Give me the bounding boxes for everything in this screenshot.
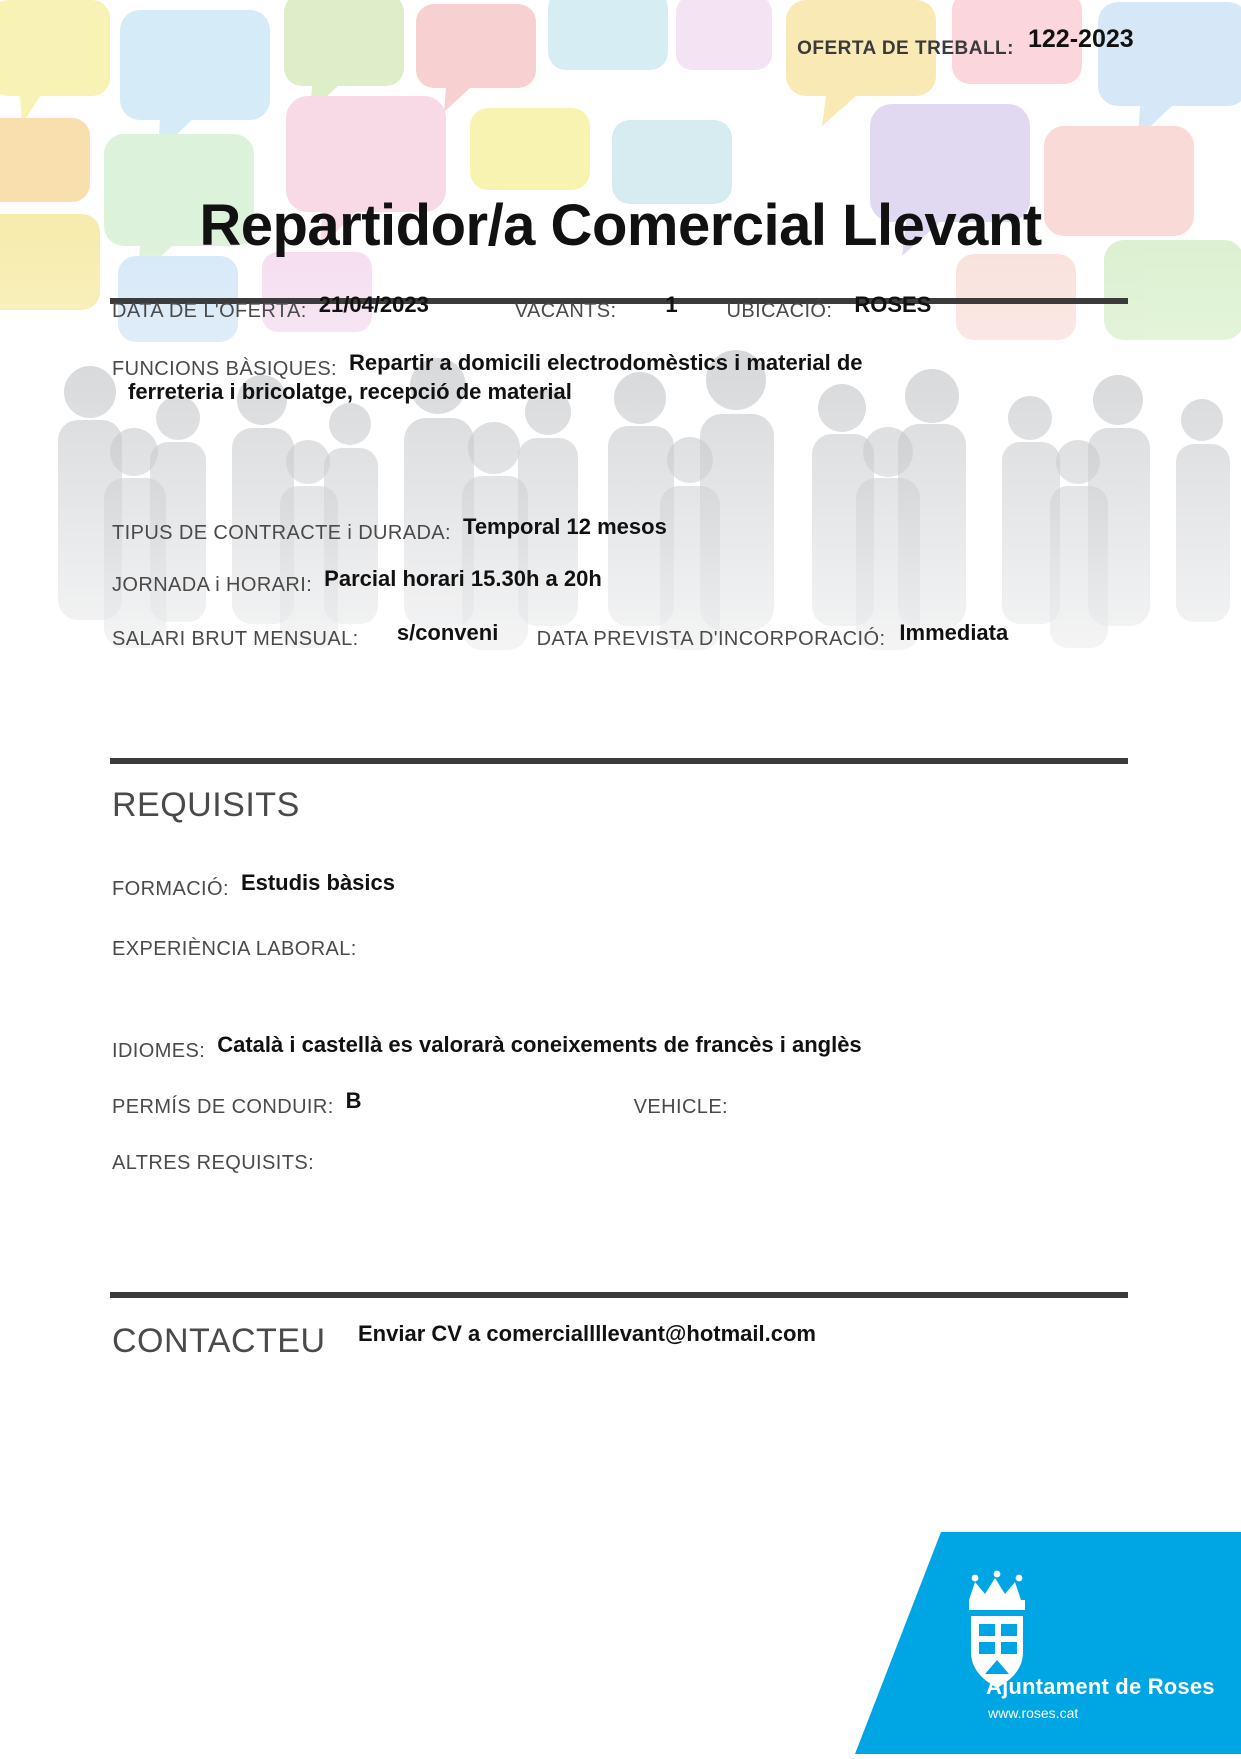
start-date-label: DATA PREVISTA D'INCORPORACIÓ: <box>536 628 886 650</box>
functions-value-line2: ferreteria i bricolatge, recepció de material <box>128 379 572 404</box>
schedule-label: JORNADA i HORARI: <box>112 574 313 596</box>
start-date-value: Immediata <box>899 620 1009 645</box>
salary-label: SALARI BRUT MENSUAL: <box>112 628 359 650</box>
other-requirements-label: ALTRES REQUISITS: <box>112 1152 315 1174</box>
section-title-contacteu: CONTACTEU <box>112 1322 326 1360</box>
contract-label: TIPUS DE CONTRACTE i DURADA: <box>112 522 452 544</box>
vehicle-label: VEHICLE: <box>633 1096 729 1118</box>
languages-value: Català i castellà es valorarà coneixements de francès i anglès <box>217 1032 862 1057</box>
row-license-vehicle <box>112 1088 1128 1121</box>
offer-number-block <box>797 25 1203 60</box>
offer-number-value: 122-2023 <box>1028 25 1134 53</box>
row-languages <box>112 1032 1128 1065</box>
row-experience <box>112 938 1128 963</box>
salary-value: s/conveni <box>396 620 499 645</box>
experience-label: EXPERIÈNCIA LABORAL: <box>112 938 357 960</box>
contact-value: Enviar CV a comerciallllevant@hotmail.com <box>358 1321 816 1346</box>
vacancies-value: 1 <box>665 292 678 317</box>
date-value: 21/04/2023 <box>318 292 429 317</box>
logo-name: Ajuntament de Roses <box>986 1674 1215 1699</box>
schedule-value: Parcial horari 15.30h a 20h <box>324 566 602 591</box>
row-contract <box>112 514 1128 547</box>
date-label: DATA DE L'OFERTA: <box>112 300 307 322</box>
row-salary-start <box>112 620 1128 653</box>
row-date-vacancies-location <box>112 292 1128 325</box>
location-value: ROSES <box>854 292 932 317</box>
row-other-requirements <box>112 1152 1128 1177</box>
row-education <box>112 870 1128 903</box>
divider-requisits <box>110 758 1128 764</box>
row-schedule <box>112 566 1128 599</box>
functions-label: FUNCIONS BÀSIQUES: <box>112 358 338 380</box>
languages-label: IDIOMES: <box>112 1040 206 1062</box>
logo-url: www.roses.cat <box>988 1705 1079 1721</box>
education-label: FORMACIÓ: <box>112 878 229 900</box>
education-value: Estudis bàsics <box>240 870 396 895</box>
page-title: Repartidor/a Comercial Llevant <box>199 193 1042 258</box>
section-title-requisits: REQUISITS <box>112 786 300 824</box>
footer-logo <box>781 1504 1241 1754</box>
license-label: PERMÍS DE CONDUIR: <box>112 1096 334 1118</box>
offer-number-label: OFERTA DE TREBALL: <box>797 38 1014 59</box>
contract-value: Temporal 12 mesos <box>463 514 667 539</box>
divider-contacteu <box>110 1292 1128 1298</box>
location-label: UBICACIÓ: <box>726 300 833 322</box>
license-value: B <box>345 1088 362 1113</box>
functions-value-line1: Repartir a domicili electrodomèstics i material de <box>349 350 863 375</box>
vacancies-label: VACANTS: <box>514 300 617 322</box>
